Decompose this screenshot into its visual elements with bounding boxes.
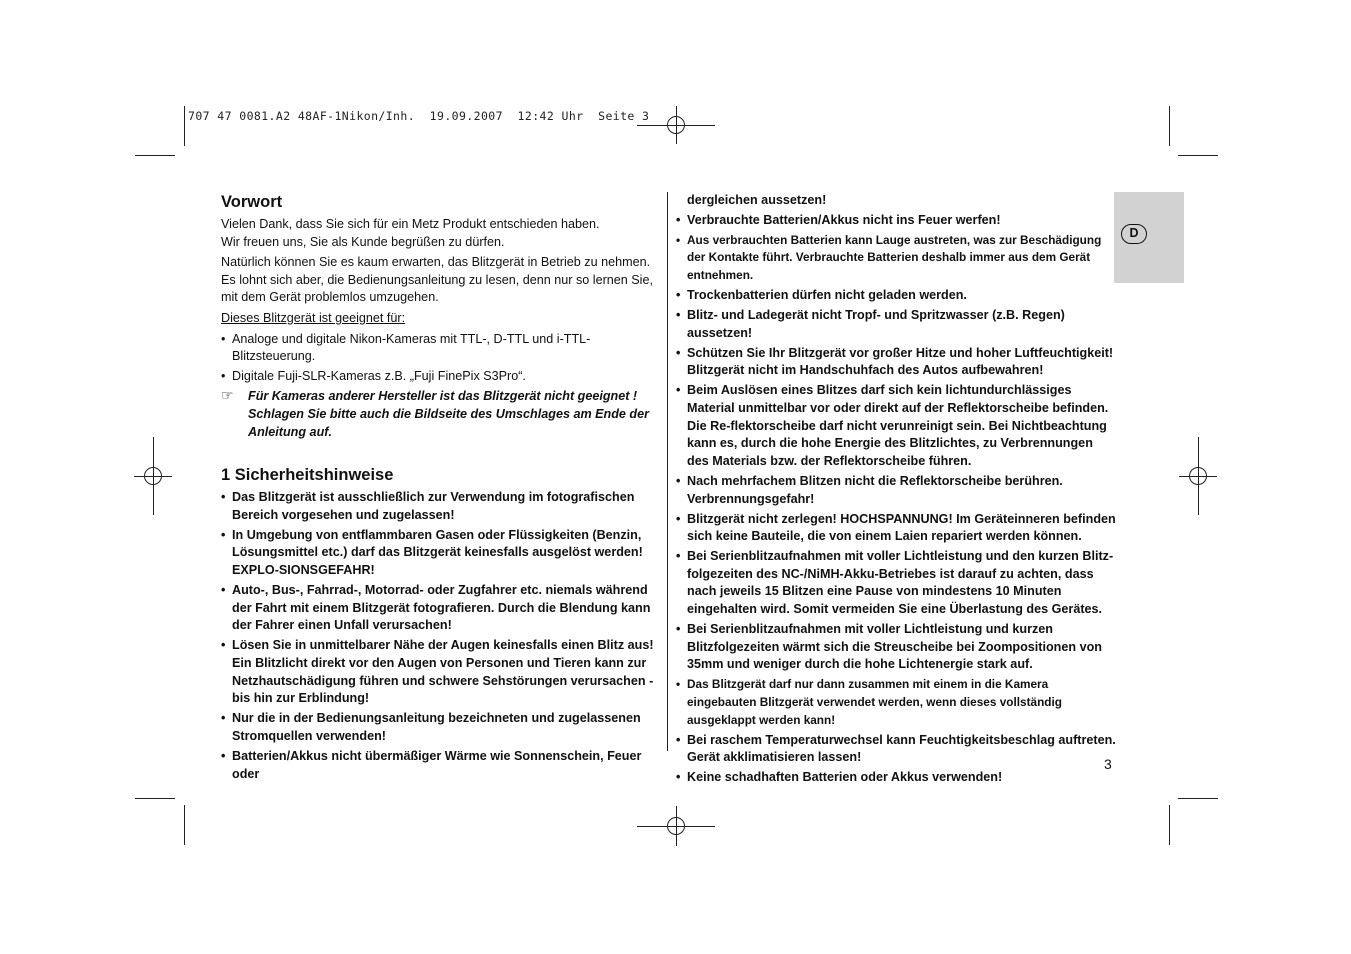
suitable-heading: Dieses Blitzgerät ist geeignet für: (221, 310, 406, 325)
list-item: • Digitale Fuji-SLR-Kameras z.B. „Fuji FinePix S3Pro“. (221, 369, 526, 384)
list-item: • Nach mehrfachem Blitzen nicht die Reflektorscheibe berühren. Verbrennungsgefahr! (676, 473, 1063, 506)
print-slug: 707 47 0081.A2 48AF-1Nikon/Inh. 19.09.2007 12:42 Uhr Seite 3 (188, 109, 650, 123)
list-item: • Verbrauchte Batterien/Akkus nicht ins Feuer werfen! (676, 212, 1001, 227)
list-item: • Analoge und digitale Nikon-Kameras mit TTL-, D-TTL und i-TTL-Blitzsteuerung. (221, 331, 591, 364)
list-item: • Lösen Sie in unmittelbarer Nähe der Augen keinesfalls einen Blitz aus! Ein Blitzlicht direkt vor den Augen von Personen und Tieren kann zur Netzhautschädigung führen und schwere Sehstörungen verursachen - bis hin zur Erblindung! (221, 638, 654, 706)
note-text: Für Kameras anderer Hersteller ist das Blitzgerät nicht geeignet ! Schlagen Sie bitte auch die Bildseite des Umschlages am Ende der Anleitung auf. (248, 389, 650, 439)
safety-heading: 1 Sicherheitshinweise (221, 466, 394, 485)
list-item: • Beim Auslösen eines Blitzes darf sich kein lichtundurchlässiges Material unmittelbar vor oder direkt auf der Reflektorscheibe befinden. Die Re-flektorscheibe darf nicht verunreinigt sein. Bei Nichtbeachtung kann es, durch die hohe Energie des Blitzlichtes, zu Verbrennungen des Materials bzw. der Reflektorscheibe führen. (676, 383, 1109, 468)
page-number: 3 (1104, 756, 1112, 772)
list-item: • Nur die in der Bedienungsanleitung bezeichneten und zugelassenen Stromquellen verwenden! (221, 711, 641, 743)
intro-paragraph: Natürlich können Sie es kaum erwarten, das Blitzgerät in Betrieb zu nehmen. Es lohnt sich aber, die Bedienungsanleitung zu lesen, denn nur so lernen Sie, mit dem Gerät problemlos umzugehen. (221, 255, 653, 305)
list-item: • Das Blitzgerät ist ausschließlich zur Verwendung im fotografischen Bereich vorgesehen und zugelassen! (221, 490, 635, 522)
right-column (676, 192, 1116, 790)
list-item: • Blitz- und Ladegerät nicht Tropf- und Spritzwasser (z.B. Regen) aussetzen! (676, 308, 1065, 340)
list-item: • Bei raschem Temperaturwechsel kann Feuchtigkeitsbeschlag auftreten. Gerät akklimatisieren lassen! (676, 732, 1116, 765)
list-item: • Bei Serienblitzaufnahmen mit voller Lichtleistung und den kurzen Blitz-folgezeiten des NC-/NiMH-Akku-Betriebes ist darauf zu achten, dass nach jeweils 15 Blitzen eine Pause von mindestens 10 Minuten eingehalten wird. Somit vermeiden Sie eine Überlastung des Gerätes. (676, 549, 1114, 617)
list-item: • In Umgebung von entflammbaren Gasen oder Flüssigkeiten (Benzin, Lösungsmittel etc.) darf das Blitzgerät keinesfalls ausgelöst werden! EXPLO-SIONSGEFAHR! (221, 527, 643, 577)
list-item: • Keine schadhaften Batterien oder Akkus verwenden! (676, 770, 1003, 785)
continuation-text: dergleichen aussetzen! (687, 193, 827, 207)
language-badge: D (1121, 224, 1147, 244)
pointing-hand-icon: ☞ (221, 387, 234, 404)
list-item: • Bei Serienblitzaufnahmen mit voller Lichtleistung und kurzen Blitzfolgezeiten wärmt sich die Streuscheibe bei Zoompositionen von 35mm und weniger durch die hohe Lichtenergie stark auf. (676, 622, 1102, 672)
column-divider (667, 192, 668, 751)
note (221, 388, 661, 441)
list-item: • Auto-, Bus-, Fahrrad-, Motorrad- oder Zugfahrer etc. niemals während der Fahrt mit einem Blitzgerät fotografieren. Durch die Blendung kann der Fahrer einen Unfall verursachen! (221, 583, 651, 633)
list-item: • Schützen Sie Ihr Blitzgerät vor großer Hitze und hoher Luftfeuchtigkeit! Blitzgerät nicht im Handschuhfach des Autos aufbewahren! (676, 345, 1114, 378)
intro-line: Vielen Dank, dass Sie sich für ein Metz Produkt entschieden haben. (221, 217, 600, 231)
list-item: • Batterien/Akkus nicht übermäßiger Wärme wie Sonnenschein, Feuer oder (221, 748, 642, 781)
list-item: • Trockenbatterien dürfen nicht geladen werden. (676, 287, 967, 302)
left-column (221, 192, 661, 786)
list-item: • Aus verbrauchten Batterien kann Lauge austreten, was zur Beschädigung der Kontakte führt. Verbrauchte Batterien deshalb immer aus dem Gerät entnehmen. (676, 232, 1102, 282)
list-item: • Blitzgerät nicht zerlegen! HOCHSPANNUNG! Im Geräteinneren befinden sich keine Bauteile, die von einem Laien repariert werden können. (676, 511, 1116, 544)
list-item: • Das Blitzgerät darf nur dann zusammen mit einem in die Kamera eingebauten Blitzgerät verwendet werden, wenn dieses vollständig ausgeklappt werden kann! (676, 677, 1062, 727)
vorwort-heading: Vorwort (221, 193, 283, 211)
intro-line: Wir freuen uns, Sie als Kunde begrüßen zu dürfen. (221, 234, 505, 249)
